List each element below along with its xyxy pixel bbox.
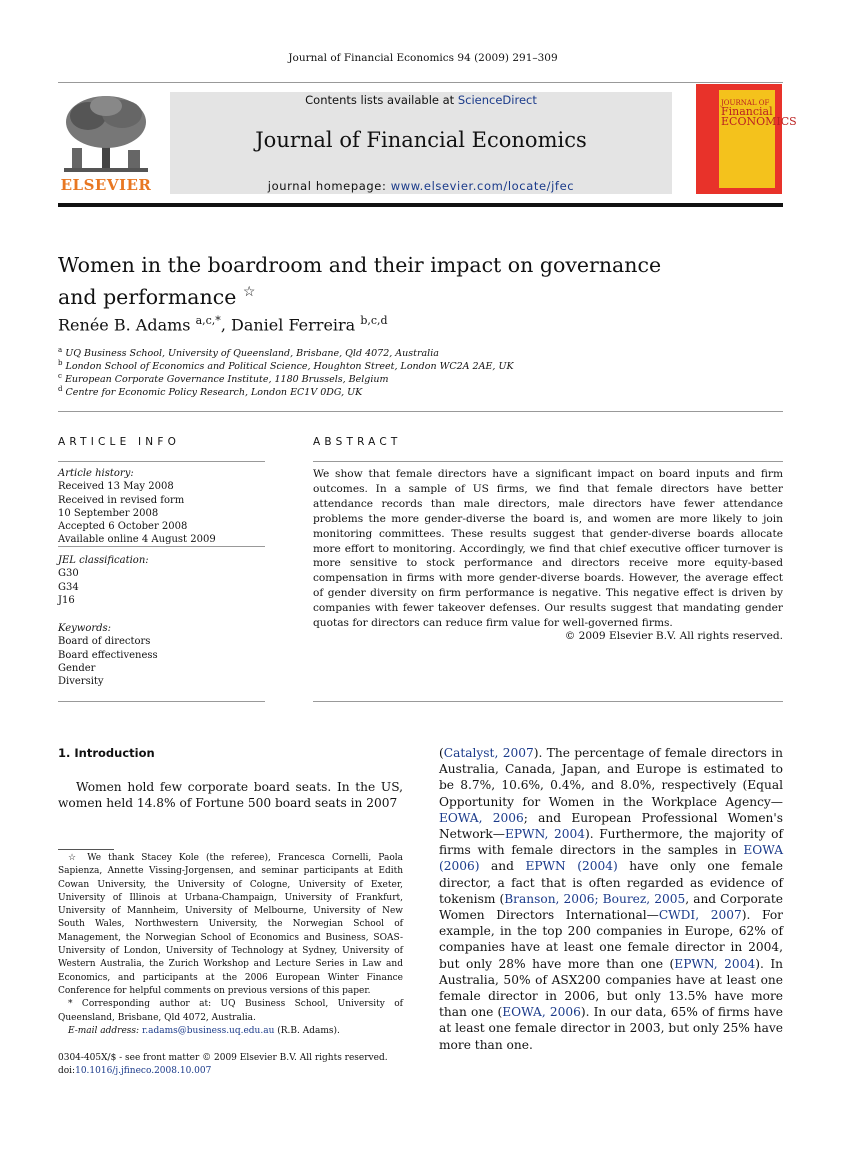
history-item: Accepted 6 October 2008 bbox=[58, 521, 188, 533]
citation-link[interactable]: EPWN, 2004 bbox=[674, 956, 756, 971]
intro-text-run: and bbox=[479, 859, 526, 874]
acknowledgement-footnote bbox=[58, 852, 403, 998]
homepage-link[interactable]: www.elsevier.com/locate/jfec bbox=[390, 179, 575, 193]
article-title bbox=[58, 252, 698, 311]
history-label: Article history: bbox=[58, 468, 134, 479]
article-title-text: Women in the boardroom and their impact on governance and performance bbox=[58, 253, 662, 309]
jel-label: JEL classification: bbox=[58, 555, 149, 566]
author-list bbox=[58, 314, 388, 334]
keywords bbox=[58, 622, 158, 688]
intro-text-run: have only one female director, a fact that is often regarded as evidence of tokenism ( bbox=[439, 859, 783, 906]
affil-text: European Corporate Governance Institute, 1180 Brussels, Belgium bbox=[64, 374, 389, 386]
article-history bbox=[58, 467, 216, 547]
jel-code: G30 bbox=[58, 568, 79, 580]
intro-text-run: ). Furthermore, the majority of firms with female directors in the samples in bbox=[439, 827, 783, 858]
email-footnote bbox=[58, 1025, 403, 1038]
affiliation-a bbox=[58, 346, 439, 359]
affiliation-c bbox=[58, 372, 389, 385]
cover-title-big: Financial ECONOMICS bbox=[721, 105, 797, 128]
citation-link[interactable]: Branson, 2006; Bourez, 2005 bbox=[504, 891, 686, 906]
footnote-rule bbox=[58, 849, 114, 850]
keyword: Gender bbox=[58, 662, 96, 674]
email-link[interactable]: r.adams@business.uq.edu.au bbox=[141, 1025, 275, 1036]
intro-text-run: ). The percentage of female directors in Australia, Canada, Japan, and Europe is estimated to be 8.7%, 10.6%, 0.4%, and 8.0%, respectively (Equal Opportunity for Women in the Workplace Agency— bbox=[439, 746, 783, 809]
journal-name: Journal of Financial Economics bbox=[255, 128, 587, 152]
header-bottom-rule bbox=[58, 203, 783, 207]
affil-text: UQ Business School, University of Queensland, Brisbane, Qld 4072, Australia bbox=[65, 348, 439, 360]
footnotes bbox=[58, 852, 403, 1038]
citation-link[interactable]: EOWA, 2006 bbox=[502, 1005, 581, 1020]
citation-link[interactable]: CWDI, 2007 bbox=[658, 908, 742, 923]
email-label: E-mail address: bbox=[68, 1025, 142, 1036]
intro-text-run: ). For example, in the top 200 companies in Europe, 62% of companies have at least one female director in 2004, but only 28% have more than one ( bbox=[439, 908, 783, 971]
front-matter-text: 0304-405X/$ - see front matter © 2009 Elsevier B.V. All rights reserved. bbox=[58, 1053, 388, 1063]
info-rule bbox=[58, 546, 265, 547]
affil-mark: a bbox=[58, 346, 63, 354]
abstract-copyright: © 2009 Elsevier B.V. All rights reserved. bbox=[564, 630, 783, 642]
journal-citation: Journal of Financial Economics 94 (2009) 291–309 bbox=[288, 52, 558, 64]
paren-open: ( bbox=[439, 746, 444, 760]
cover-title-small: JOURNAL OF bbox=[721, 99, 770, 107]
keyword: Board of directors bbox=[58, 636, 151, 648]
jel-classification bbox=[58, 554, 149, 607]
sciencedirect-link[interactable]: ScienceDirect bbox=[457, 93, 537, 107]
contents-line bbox=[170, 93, 672, 107]
affil-mark: b bbox=[58, 359, 63, 367]
citation-link[interactable]: EOWA (2006) bbox=[439, 843, 783, 874]
doi-link[interactable]: 10.1016/j.jfineco.2008.10.007 bbox=[75, 1066, 212, 1077]
intro-text-run: ; and European Professional Women's Network— bbox=[439, 810, 783, 842]
section-heading-introduction: 1. Introduction bbox=[58, 746, 155, 760]
author-1-affil[interactable]: a,c,* bbox=[195, 314, 221, 327]
title-footnote-star-icon[interactable]: ☆ bbox=[242, 284, 256, 300]
cover-panel bbox=[719, 90, 797, 188]
citation-link[interactable]: EOWA, 2006 bbox=[439, 810, 524, 825]
intro-text-run: , and Corporate Women Directors International— bbox=[439, 891, 783, 923]
author-1: Renée B. Adams bbox=[58, 315, 191, 335]
keyword: Diversity bbox=[58, 676, 104, 688]
history-item: Available online 4 August 2009 bbox=[58, 534, 216, 546]
keyword: Board effectiveness bbox=[58, 649, 158, 661]
doi-label: doi: bbox=[58, 1066, 76, 1077]
intro-paragraph-left: Women hold few corporate board seats. In the US, women held 14.8% of Fortune 500 board seats in 2007 bbox=[58, 780, 403, 811]
affil-text: London School of Economics and Political Science, Houghton Street, London WC2A 2AE, UK bbox=[65, 361, 514, 373]
info-rule bbox=[58, 461, 265, 462]
info-rule bbox=[58, 701, 265, 702]
email-suffix: (R.B. Adams). bbox=[274, 1025, 340, 1036]
article-info-heading: ARTICLE INFO bbox=[58, 436, 181, 448]
intro-text-run: ). In Australia, 50% of ASX200 companies have at least one female director in 2006, but only 13.5% have more than one ( bbox=[439, 956, 783, 1020]
jel-code: G34 bbox=[58, 581, 79, 593]
affiliations-rule bbox=[58, 411, 783, 412]
intro-paragraph-right bbox=[439, 745, 783, 1053]
front-matter bbox=[58, 1052, 458, 1079]
author-2-affil[interactable]: b,c,d bbox=[360, 314, 388, 327]
keywords-label: Keywords: bbox=[58, 623, 112, 634]
history-item: Received in revised form bbox=[58, 494, 185, 506]
acknowledgement-text: We thank Stacey Kole (the referee), Francesca Cornelli, Paola Sapienza, Annette Vissing-Jorgensen, and seminar participants at Edith Cowan University, the University of Cologne, University of Exeter, University of Illinois at Urbana-Champaign, University of Frankfurt, University of Mannheim, University of Melbourne, University of New South Wales, Northwestern University, the Norwegian School of Management, the Norwegian School of Economics and Business, SOAS-University of London, University of Technology at Sydney, University of Western Australia, the Zurich Workshop and Lecture Series in Law and Economics, and participants at the 2006 European Winter Finance Conference for helpful comments on previous versions of this paper. bbox=[58, 853, 403, 996]
abstract-rule bbox=[313, 701, 783, 702]
history-item: 10 September 2008 bbox=[58, 507, 159, 519]
corresponding-author-footnote: * Corresponding author at: UQ Business School, University of Queensland, Brisbane, Qld 4072, Australia. bbox=[58, 999, 403, 1023]
journal-cover-image bbox=[696, 84, 797, 194]
affil-mark: c bbox=[58, 372, 62, 380]
affil-mark: d bbox=[58, 385, 63, 393]
citation-link[interactable]: EPWN, 2004 bbox=[504, 827, 585, 842]
homepage-line bbox=[170, 179, 672, 193]
affiliation-b bbox=[58, 359, 514, 372]
history-item: Received 13 May 2008 bbox=[58, 481, 174, 493]
abstract-text: We show that female directors have a significant impact on board inputs and firm outcomes. In a sample of US firms, we find that female directors have better attendance records than male directors, male directors have fewer attendance problems the more gender-diverse the board is, and women are more likely to join monitoring committees. These results suggest that gender-diverse boards allocate more effort to monitoring. Accordingly, we find that chief executive officer turnover is more sensitive to stock performance and directors receive more equity-based compensation in firms with more gender-diverse boards. However, the average effect of gender diversity on firm performance is negative. This negative effect is driven by companies with fewer takeover defenses. Our results suggest that mandating gender quotas for directors can reduce firm value for well-governed firms. bbox=[313, 468, 783, 630]
homepage-prefix: journal homepage: bbox=[267, 179, 391, 193]
footnote-star-icon: ☆ bbox=[68, 853, 81, 863]
abstract-rule bbox=[313, 461, 783, 462]
citation-link[interactable]: Catalyst, 2007 bbox=[443, 746, 534, 760]
header-top-rule bbox=[58, 82, 783, 83]
contents-prefix: Contents lists available at bbox=[305, 93, 458, 107]
citation-link[interactable]: EPWN (2004) bbox=[525, 859, 618, 874]
cover-title bbox=[721, 99, 797, 128]
affil-text: Centre for Economic Policy Research, London EC1V 0DG, UK bbox=[65, 387, 363, 399]
elsevier-wordmark: ELSEVIER bbox=[60, 176, 152, 194]
affiliation-d bbox=[58, 385, 362, 398]
jel-code: J16 bbox=[58, 594, 75, 606]
author-separator: , bbox=[220, 315, 231, 335]
abstract-heading: ABSTRACT bbox=[313, 436, 402, 448]
author-2: Daniel Ferreira bbox=[230, 315, 356, 335]
intro-text-run: ). In our data, 65% of firms have at least one female director in 2003, but only 25% have more than one. bbox=[439, 1005, 784, 1052]
